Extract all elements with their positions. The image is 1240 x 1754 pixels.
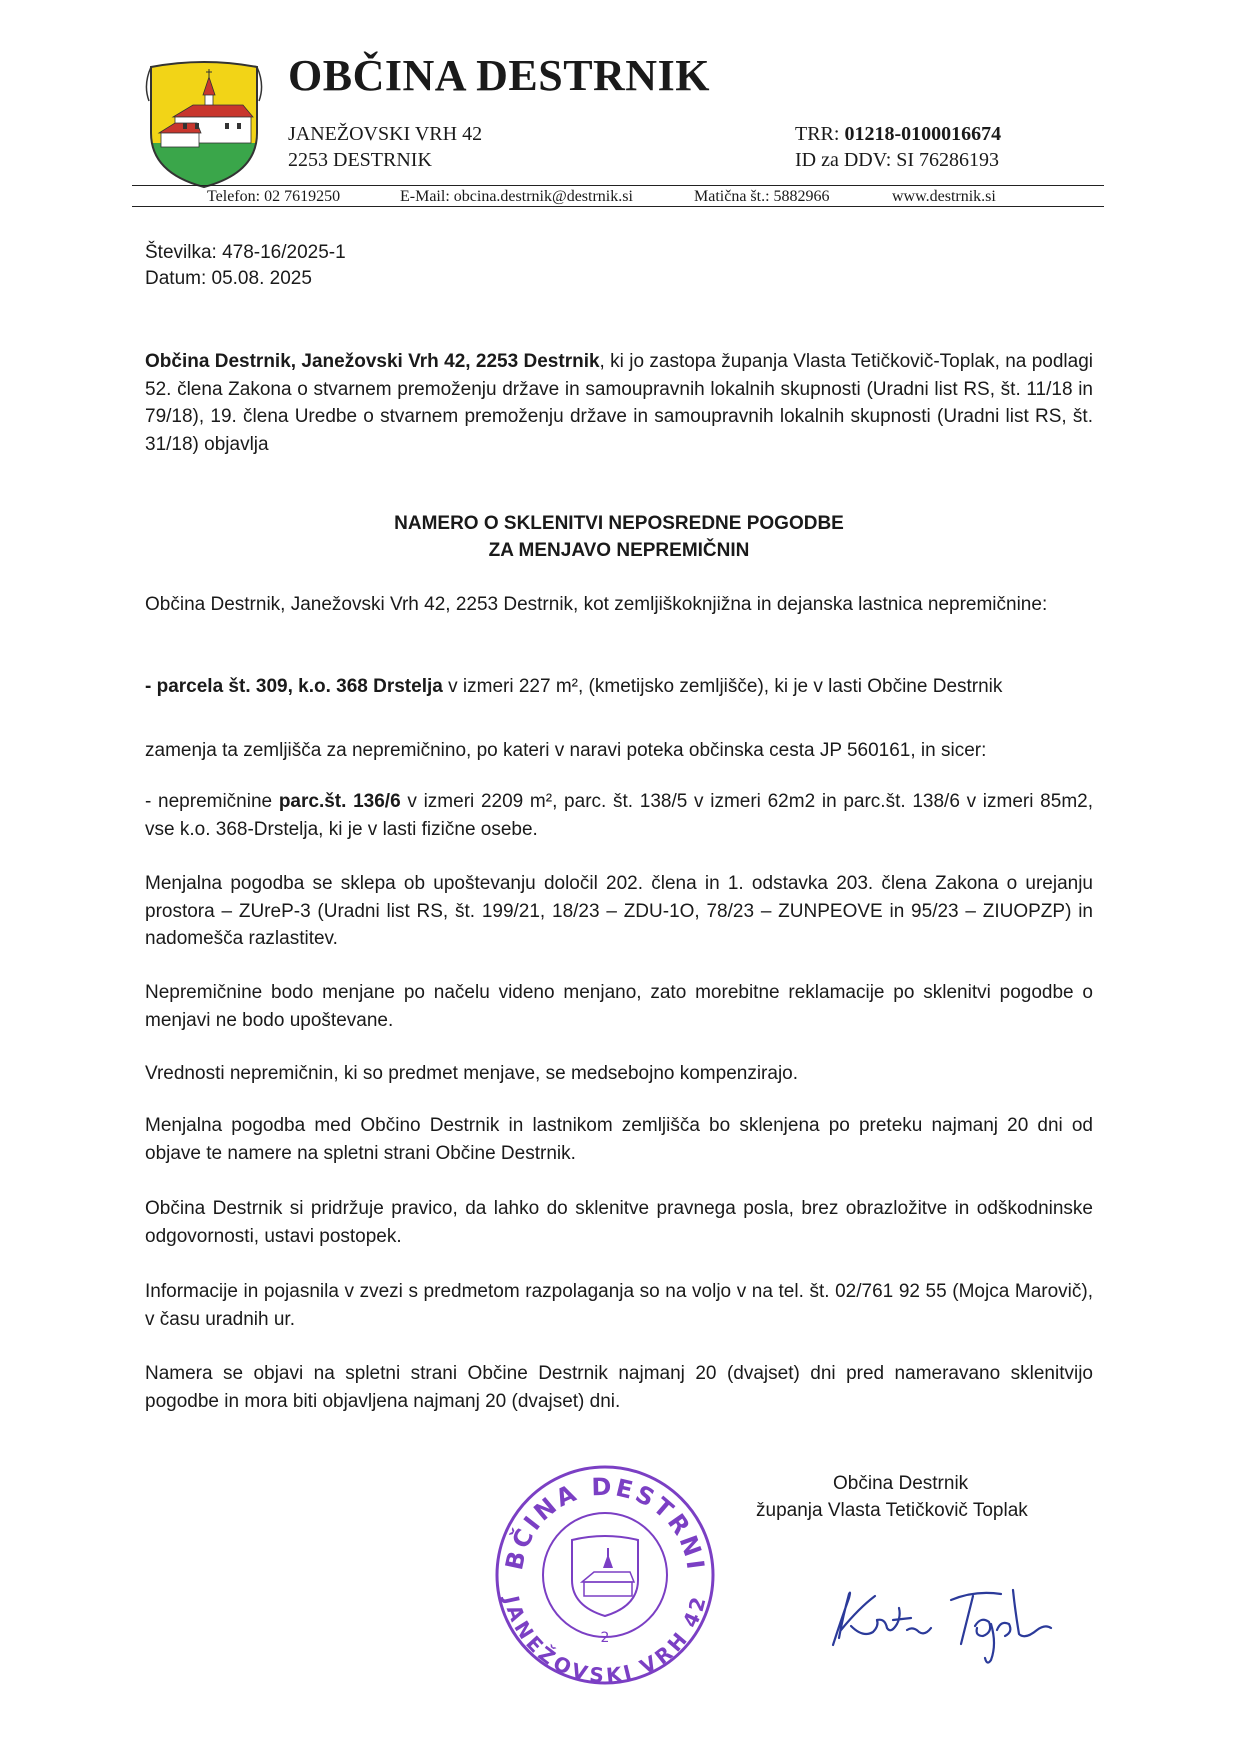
phone: Telefon: 02 7619250 (207, 188, 341, 205)
parcel-paragraph (145, 673, 1093, 701)
info-paragraph: Informacije in pojasnila v zvezi s predmetom razpolaganja so na voljo v na tel. št. 02/761 92 55 (Mojca Marovič), v času uradnih ur. (145, 1281, 1093, 1330)
stamp-number: 2 (600, 1630, 610, 1646)
other-rest: v izmeri 2209 m², parc. št. 138/5 v izmeri 62m2 in parc.št. 138/6 v izmeri 85m2, vse k.o. 368-Drstelja, ki je v lasti fizične osebe. (145, 791, 1093, 840)
deadline-paragraph: Menjalna pogodba med Občino Destrnik in lastnikom zemljišča bo sklenjena po preteku najmanj 20 dni od objave te namere na spletni strani Občine Destrnik. (145, 1115, 1093, 1164)
contract-paragraph: Menjalna pogodba se sklepa ob upoštevanju določil 202. člena in 1. odstavka 203. člena Zakona o urejanju prostora – ZUreP-3 (Uradni list RS, št. 199/21, 18/23 – ZDU-1O, 78/23 – ZUNPEOVE in 95/23 – ZIUOPZP) in nadomešča razlastitev. (145, 873, 1093, 949)
official-stamp-icon (490, 1460, 720, 1685)
parcel-rest: v izmeri 227 m², (kmetijsko zemljišče), ki je v lasti Občine Destrnik (442, 676, 1003, 697)
municipal-crest-icon (145, 55, 263, 190)
document-title-line1: NAMERO O SKLENITVI NEPOSREDNE POGODBE (394, 513, 844, 534)
seen-exchanged-paragraph: Nepremičnine bodo menjane po načelu videno menjano, zato morebitne reklamacije po sklenitvi pogodbe o menjavi ne bodo upoštevane. (145, 982, 1093, 1031)
signature-mayor: županja Vlasta Tetičkovič Toplak (756, 1500, 1028, 1521)
email: E-Mail: obcina.destrnik@destrnik.si (400, 188, 633, 205)
trr-value: 01218-0100016674 (844, 123, 1002, 145)
values-paragraph: Vrednosti nepremičnin, ki so predmet menjave, se medsebojno kompenzirajo. (145, 1063, 799, 1084)
owner-paragraph: Občina Destrnik, Janežovski Vrh 42, 2253 Destrnik, kot zemljiškoknjižna in dejanska lastnica nepremičnine: (145, 594, 1048, 615)
publish-paragraph: Namera se objavi na spletni strani Občine Destrnik najmanj 20 (dvajset) dni pred nameravano sklenitvijo pogodbe in mora biti objavljena najmanj 20 (dvajset) dni. (145, 1363, 1093, 1412)
reserve-paragraph: Občina Destrnik si pridržuje pravico, da lahko do sklenitve pravnega posla, brez obrazložitve in odškodninske odgovornosti, ustavi postopek. (145, 1198, 1093, 1247)
vat-id: ID za DDV: SI 76286193 (795, 149, 1000, 171)
document-title-line2: ZA MENJAVO NEPREMIČNIN (488, 540, 750, 561)
stamp-text-bottom: JANEŽOVSKI VRH 42 (499, 1593, 711, 1685)
contact-line (132, 188, 1104, 208)
signature-org: Občina Destrnik (833, 1473, 969, 1494)
other-pre: - nepremičnine (145, 791, 279, 812)
other-bold: parc.št. 136/6 (278, 791, 401, 812)
intro-paragraph (145, 348, 1093, 458)
intro-bold: Občina Destrnik, Janežovski Vrh 42, 2253 Destrnik (145, 351, 600, 372)
website: www.destrnik.si (892, 188, 996, 205)
address-city: 2253 DESTRNIK (288, 149, 432, 171)
stamp-text-top: BČINA DESTRNI (500, 1472, 710, 1574)
handwritten-signature-icon (815, 1560, 1065, 1670)
parcel-bold: - parcela št. 309, k.o. 368 Drstelja (145, 676, 443, 697)
header-rule-top (132, 185, 1104, 186)
document-date: Datum: 05.08. 2025 (145, 268, 312, 289)
reference-number: Številka: 478-16/2025-1 (145, 242, 346, 263)
bank-account (795, 123, 1001, 146)
registry-number: Matična št.: 5882966 (694, 188, 830, 205)
other-parcels-paragraph (145, 788, 1093, 843)
svg-text:OBČINA DESTRNIK (490, 1460, 710, 1574)
org-name: OBČINA DESTRNIK (288, 51, 710, 100)
trr-label: TRR: (795, 123, 845, 145)
exchange-paragraph: zamenja ta zemljišča za nepremičnino, po kateri v naravi poteka občinska cesta JP 560161, in sicer: (145, 740, 987, 761)
header-rule-bottom (132, 206, 1104, 207)
intro-rest: , ki jo zastopa županja Vlasta Tetičkovič-Toplak, na podlagi 52. člena Zakona o stvarnem premoženju države in samoupravnih lokalnih skupnosti (Uradni list RS, št. 11/18 in 79/18), 19. člena Uredbe o stvarnem premoženju države in samoupravnih lokalnih skupnosti (Uradni list RS, št. 31/18) objavlja (145, 351, 1093, 455)
address-street: JANEŽOVSKI VRH 42 (288, 123, 483, 145)
